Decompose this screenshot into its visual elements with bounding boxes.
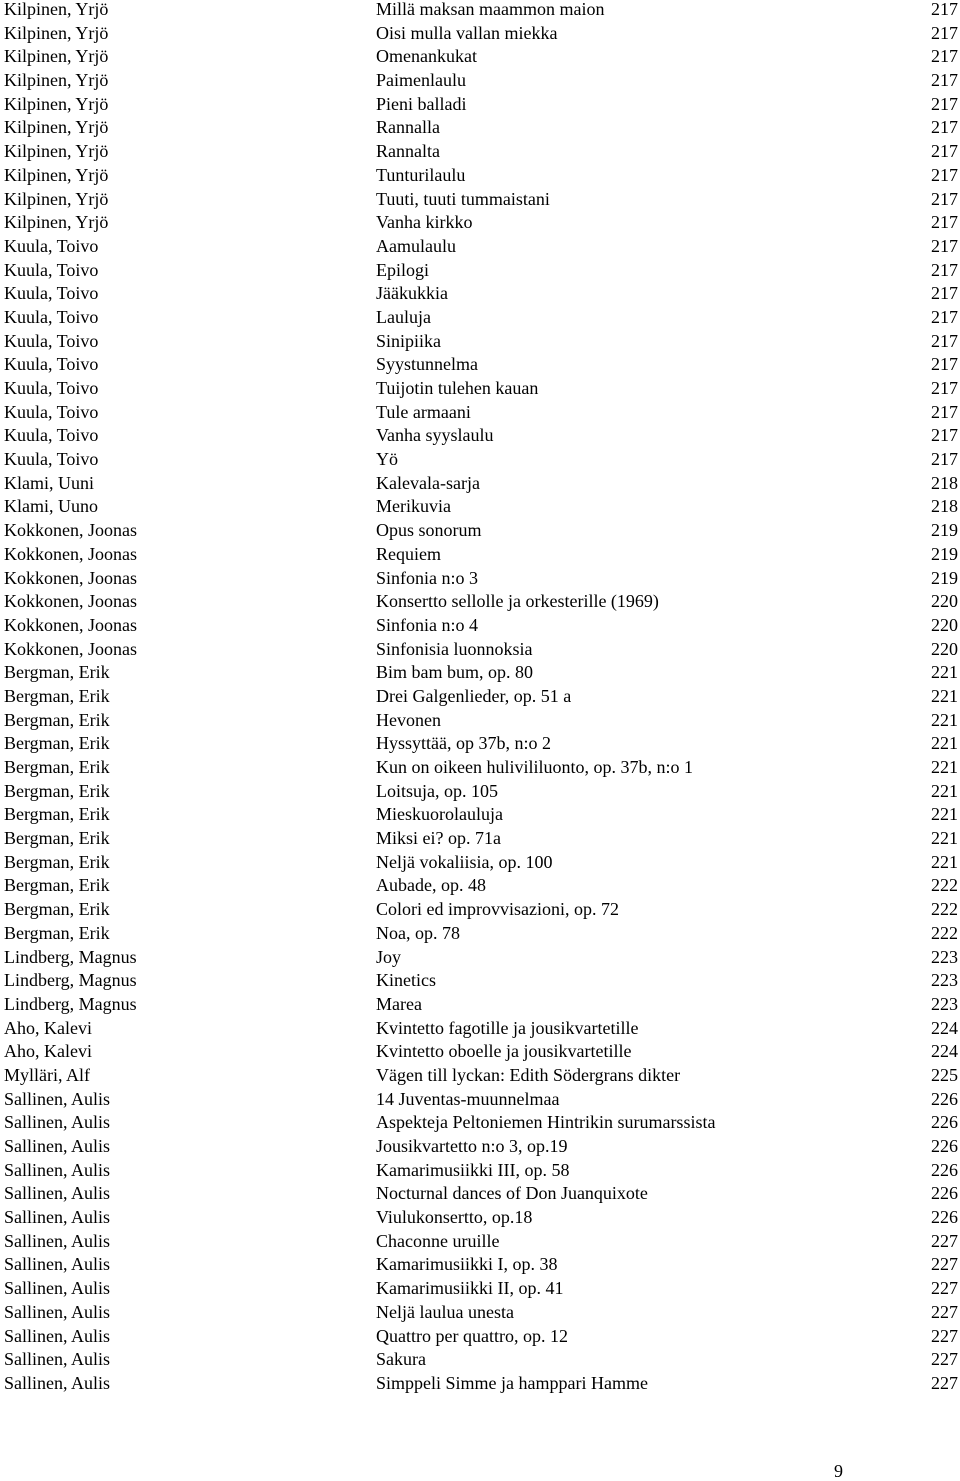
- page-reference: 227: [931, 1278, 958, 1299]
- list-item: [0, 1161, 960, 1185]
- composer-name: Kuula, Toivo: [4, 283, 99, 304]
- page-number: 9: [834, 1461, 843, 1481]
- composer-name: Kokkonen, Joonas: [4, 543, 137, 564]
- composer-name: Sallinen, Aulis: [4, 1278, 111, 1299]
- composer-name: Sallinen, Aulis: [4, 1159, 111, 1180]
- composer-name: Kilpinen, Yrjö: [4, 188, 109, 209]
- composer-name: Bergman, Erik: [4, 733, 110, 754]
- composer-name: Kuula, Toivo: [4, 425, 99, 446]
- list-item: [0, 687, 960, 711]
- composer-name: Klami, Uuni: [4, 472, 94, 493]
- work-title: 14 Juventas-muunnelmaa: [376, 1088, 560, 1109]
- page-reference: 217: [931, 378, 958, 398]
- list-item: [0, 805, 960, 829]
- list-item: [0, 0, 960, 24]
- list-item: [0, 450, 960, 474]
- composer-name: Kilpinen, Yrjö: [4, 22, 109, 43]
- page-reference: 221: [931, 685, 958, 706]
- list-item: [0, 1019, 960, 1043]
- composer-name: Kuula, Toivo: [4, 354, 99, 375]
- page-reference: 223: [931, 970, 958, 991]
- list-item: [0, 734, 960, 758]
- list-item: [0, 1208, 960, 1232]
- composer-name: Klami, Uuno: [4, 496, 98, 517]
- work-title: Pieni balladi: [376, 93, 467, 114]
- list-item: [0, 142, 960, 166]
- work-title: Kun on oikeen hulivililuonto, op. 37b, n:o 1: [376, 757, 693, 777]
- composer-name: Kokkonen, Joonas: [4, 567, 137, 588]
- page-reference: 226: [931, 1136, 958, 1156]
- page-reference: 221: [931, 662, 958, 683]
- page-reference: 227: [931, 1349, 958, 1370]
- list-item: [0, 1184, 960, 1208]
- list-item: [0, 190, 960, 214]
- work-title: Bim bam bum, op. 80: [376, 662, 533, 683]
- work-title: Neljä vokaliisia, op. 100: [376, 851, 553, 872]
- page-reference: 218: [931, 496, 958, 517]
- work-title: Rannalla: [376, 117, 440, 138]
- page-reference: 226: [931, 1088, 958, 1109]
- page-reference: 224: [931, 1017, 958, 1038]
- list-item: [0, 24, 960, 48]
- list-item: [0, 95, 960, 119]
- composer-name: Aho, Kalevi: [4, 1041, 92, 1062]
- work-title: Sakura: [376, 1349, 426, 1370]
- page-reference: 221: [931, 733, 958, 754]
- list-item: [0, 118, 960, 142]
- work-title: Yö: [376, 449, 398, 470]
- composer-name: Kilpinen, Yrjö: [4, 46, 109, 67]
- composer-name: Bergman, Erik: [4, 757, 110, 777]
- page-reference: 217: [931, 46, 958, 67]
- list-item: [0, 1113, 960, 1137]
- list-item: [0, 711, 960, 735]
- list-item: [0, 355, 960, 379]
- list-item: [0, 782, 960, 806]
- work-title: Millä maksan maammon maion: [376, 0, 605, 19]
- work-title: Oisi mulla vallan miekka: [376, 22, 558, 43]
- work-title: Aspekteja Peltoniemen Hintrikin surumarssista: [376, 1112, 716, 1133]
- list-item: [0, 1232, 960, 1256]
- work-title: Kvintetto fagotille ja jousikvartetille: [376, 1017, 639, 1038]
- list-item: [0, 1279, 960, 1303]
- page-reference: 217: [931, 164, 958, 185]
- page-reference: 217: [931, 0, 958, 19]
- work-title: Sinfonia n:o 3: [376, 567, 478, 588]
- page-reference: 217: [931, 283, 958, 304]
- page-reference: 221: [931, 828, 958, 849]
- list-item: [0, 948, 960, 972]
- list-item: [0, 971, 960, 995]
- composer-name: Aho, Kalevi: [4, 1017, 92, 1038]
- list-item: [0, 995, 960, 1019]
- composer-name: Bergman, Erik: [4, 922, 110, 943]
- composer-name: Kuula, Toivo: [4, 235, 99, 256]
- composer-name: Bergman, Erik: [4, 828, 110, 849]
- page-reference: 220: [931, 614, 958, 635]
- composer-name: Bergman, Erik: [4, 804, 110, 825]
- page-reference: 217: [931, 141, 958, 162]
- list-item: [0, 758, 960, 782]
- page-reference: 227: [931, 1372, 958, 1393]
- work-title: Kalevala-sarja: [376, 472, 480, 493]
- work-title: Marea: [376, 993, 422, 1014]
- page-reference: 221: [931, 757, 958, 777]
- page-reference: 217: [931, 354, 958, 375]
- work-title: Aubade, op. 48: [376, 875, 486, 896]
- list-item: [0, 592, 960, 616]
- page-reference: 222: [931, 899, 958, 920]
- page-reference: 217: [931, 117, 958, 138]
- composer-name: Sallinen, Aulis: [4, 1112, 111, 1133]
- composer-name: Bergman, Erik: [4, 899, 110, 920]
- work-title: Epilogi: [376, 259, 429, 280]
- work-title: Kamarimusiikki I, op. 38: [376, 1254, 558, 1275]
- list-item: [0, 545, 960, 569]
- list-item: [0, 616, 960, 640]
- composer-name: Bergman, Erik: [4, 875, 110, 896]
- page-reference: 218: [931, 472, 958, 493]
- list-item: [0, 1090, 960, 1114]
- composer-name: Kuula, Toivo: [4, 330, 99, 351]
- composer-name: Sallinen, Aulis: [4, 1349, 111, 1370]
- work-title: Lauluja: [376, 306, 431, 327]
- work-title: Kvintetto oboelle ja jousikvartetille: [376, 1041, 632, 1062]
- list-item: [0, 1066, 960, 1090]
- composer-name: Sallinen, Aulis: [4, 1136, 111, 1156]
- page-reference: 217: [931, 401, 958, 422]
- work-title: Viulukonsertto, op.18: [376, 1207, 533, 1228]
- composer-name: Kuula, Toivo: [4, 259, 99, 280]
- work-title: Sinipiika: [376, 330, 442, 351]
- work-title: Jääkukkia: [376, 283, 448, 304]
- work-title: Tuijotin tulehen kauan: [376, 378, 539, 398]
- composer-name: Kilpinen, Yrjö: [4, 70, 109, 91]
- work-title: Aamulaulu: [376, 235, 456, 256]
- page-reference: 220: [931, 591, 958, 612]
- composer-name: Bergman, Erik: [4, 709, 110, 730]
- work-title: Sinfonia n:o 4: [376, 614, 478, 635]
- page-reference: 221: [931, 780, 958, 801]
- page-reference: 226: [931, 1159, 958, 1180]
- work-title: Jousikvartetto n:o 3, op.19: [376, 1136, 568, 1156]
- list-item: [0, 1350, 960, 1374]
- page-reference: 219: [931, 567, 958, 588]
- page-reference: 217: [931, 425, 958, 446]
- work-title: Tuuti, tuuti tummaistani: [376, 188, 550, 209]
- page-reference: 227: [931, 1325, 958, 1346]
- composer-name: Bergman, Erik: [4, 851, 110, 872]
- list-item: [0, 663, 960, 687]
- work-title: Kamarimusiikki III, op. 58: [376, 1159, 570, 1180]
- page-reference: 217: [931, 22, 958, 43]
- page-reference: 217: [931, 212, 958, 233]
- work-title: Vanha kirkko: [376, 212, 473, 233]
- page-reference: 226: [931, 1112, 958, 1133]
- composer-name: Lindberg, Magnus: [4, 993, 137, 1014]
- page-reference: 217: [931, 259, 958, 280]
- composer-name: Sallinen, Aulis: [4, 1254, 111, 1275]
- list-item: [0, 379, 960, 403]
- work-title: Tule armaani: [376, 401, 471, 422]
- page-reference: 226: [931, 1183, 958, 1204]
- list-item: [0, 1303, 960, 1327]
- composer-name: Kokkonen, Joonas: [4, 638, 137, 659]
- page-reference: 217: [931, 235, 958, 256]
- work-title: Loitsuja, op. 105: [376, 780, 498, 801]
- list-item: [0, 71, 960, 95]
- page-reference: 222: [931, 875, 958, 896]
- list-item: [0, 569, 960, 593]
- composer-name: Kokkonen, Joonas: [4, 520, 137, 541]
- list-item: [0, 261, 960, 285]
- list-item: [0, 1327, 960, 1351]
- work-title: Drei Galgenlieder, op. 51 a: [376, 685, 572, 706]
- page-reference: 217: [931, 188, 958, 209]
- list-item: [0, 1042, 960, 1066]
- page-reference: 224: [931, 1041, 958, 1062]
- composer-name: Kilpinen, Yrjö: [4, 212, 109, 233]
- composer-name: Sallinen, Aulis: [4, 1325, 111, 1346]
- work-title: Requiem: [376, 543, 441, 564]
- composer-name: Sallinen, Aulis: [4, 1207, 111, 1228]
- list-item: [0, 332, 960, 356]
- list-item: [0, 1374, 960, 1398]
- page-reference: 223: [931, 993, 958, 1014]
- work-title: Neljä laulua unesta: [376, 1301, 514, 1322]
- list-item: [0, 829, 960, 853]
- page-reference: 219: [931, 543, 958, 564]
- composer-name: Kilpinen, Yrjö: [4, 141, 109, 162]
- work-title: Quattro per quattro, op. 12: [376, 1325, 568, 1346]
- page-reference: 220: [931, 638, 958, 659]
- work-title: Chaconne uruille: [376, 1230, 500, 1251]
- list-item: [0, 237, 960, 261]
- work-title: Mieskuorolauluja: [376, 804, 503, 825]
- page-reference: 221: [931, 709, 958, 730]
- work-title: Noa, op. 78: [376, 922, 460, 943]
- list-item: [0, 521, 960, 545]
- work-title: Sinfonisia luonnoksia: [376, 638, 533, 659]
- work-title: Simppeli Simme ja hamppari Hamme: [376, 1372, 648, 1393]
- composer-name: Sallinen, Aulis: [4, 1301, 111, 1322]
- page-reference: 227: [931, 1230, 958, 1251]
- work-title: Opus sonorum: [376, 520, 482, 541]
- composer-name: Kilpinen, Yrjö: [4, 93, 109, 114]
- work-title: Nocturnal dances of Don Juanquixote: [376, 1183, 648, 1204]
- work-title: Hevonen: [376, 709, 441, 730]
- work-title: Tunturilaulu: [376, 164, 466, 185]
- work-title: Kamarimusiikki II, op. 41: [376, 1278, 564, 1299]
- list-item: [0, 213, 960, 237]
- page-reference: 217: [931, 93, 958, 114]
- list-item: [0, 853, 960, 877]
- composer-name: Kuula, Toivo: [4, 401, 99, 422]
- composer-name: Kilpinen, Yrjö: [4, 164, 109, 185]
- page-reference: 221: [931, 851, 958, 872]
- list-item: [0, 640, 960, 664]
- work-title: Kinetics: [376, 970, 436, 991]
- composer-name: Kokkonen, Joonas: [4, 591, 137, 612]
- list-item: [0, 426, 960, 450]
- page-reference: 223: [931, 946, 958, 967]
- work-title: Colori ed improvvisazioni, op. 72: [376, 899, 619, 920]
- page-reference: 219: [931, 520, 958, 541]
- composer-name: Sallinen, Aulis: [4, 1230, 111, 1251]
- page-reference: 217: [931, 306, 958, 327]
- composer-name: Lindberg, Magnus: [4, 970, 137, 991]
- list-item: [0, 1255, 960, 1279]
- list-item: [0, 403, 960, 427]
- work-title: Syystunnelma: [376, 354, 478, 375]
- composer-name: Kokkonen, Joonas: [4, 614, 137, 635]
- work-title: Merikuvia: [376, 496, 451, 517]
- composer-name: Sallinen, Aulis: [4, 1183, 111, 1204]
- page-reference: 217: [931, 70, 958, 91]
- list-item: [0, 474, 960, 498]
- composer-name: Kilpinen, Yrjö: [4, 0, 109, 19]
- page-reference: 217: [931, 330, 958, 351]
- composer-name: Kuula, Toivo: [4, 306, 99, 327]
- list-item: [0, 284, 960, 308]
- work-title: Hyssyttää, op 37b, n:o 2: [376, 733, 551, 754]
- work-title: Rannalta: [376, 141, 440, 162]
- page-reference: 217: [931, 449, 958, 470]
- composer-name: Sallinen, Aulis: [4, 1372, 111, 1393]
- page-reference: 226: [931, 1207, 958, 1228]
- composer-name: Kilpinen, Yrjö: [4, 117, 109, 138]
- composer-name: Kuula, Toivo: [4, 378, 99, 398]
- list-item: [0, 47, 960, 71]
- page-reference: 225: [931, 1064, 958, 1085]
- work-title: Vägen till lyckan: Edith Södergrans dikter: [376, 1064, 681, 1085]
- work-title: Konsertto sellolle ja orkesterille (1969): [376, 591, 659, 612]
- list-item: [0, 497, 960, 521]
- list-item: [0, 166, 960, 190]
- composer-name: Sallinen, Aulis: [4, 1088, 111, 1109]
- page-reference: 222: [931, 922, 958, 943]
- composer-name: Kuula, Toivo: [4, 449, 99, 470]
- list-item: [0, 1137, 960, 1161]
- composer-name: Mylläri, Alf: [4, 1064, 90, 1085]
- composer-name: Bergman, Erik: [4, 662, 110, 683]
- composer-name: Bergman, Erik: [4, 685, 110, 706]
- composer-name: Bergman, Erik: [4, 780, 110, 801]
- page-reference: 227: [931, 1301, 958, 1322]
- work-title: Omenankukat: [376, 46, 477, 67]
- list-item: [0, 900, 960, 924]
- composer-name: Lindberg, Magnus: [4, 946, 137, 967]
- list-item: [0, 924, 960, 948]
- work-title: Miksi ei? op. 71a: [376, 828, 501, 849]
- list-item: [0, 308, 960, 332]
- work-title: Joy: [376, 946, 402, 967]
- work-title: Paimenlaulu: [376, 70, 466, 91]
- work-title: Vanha syyslaulu: [376, 425, 494, 446]
- list-item: [0, 876, 960, 900]
- page-reference: 221: [931, 804, 958, 825]
- page-reference: 227: [931, 1254, 958, 1275]
